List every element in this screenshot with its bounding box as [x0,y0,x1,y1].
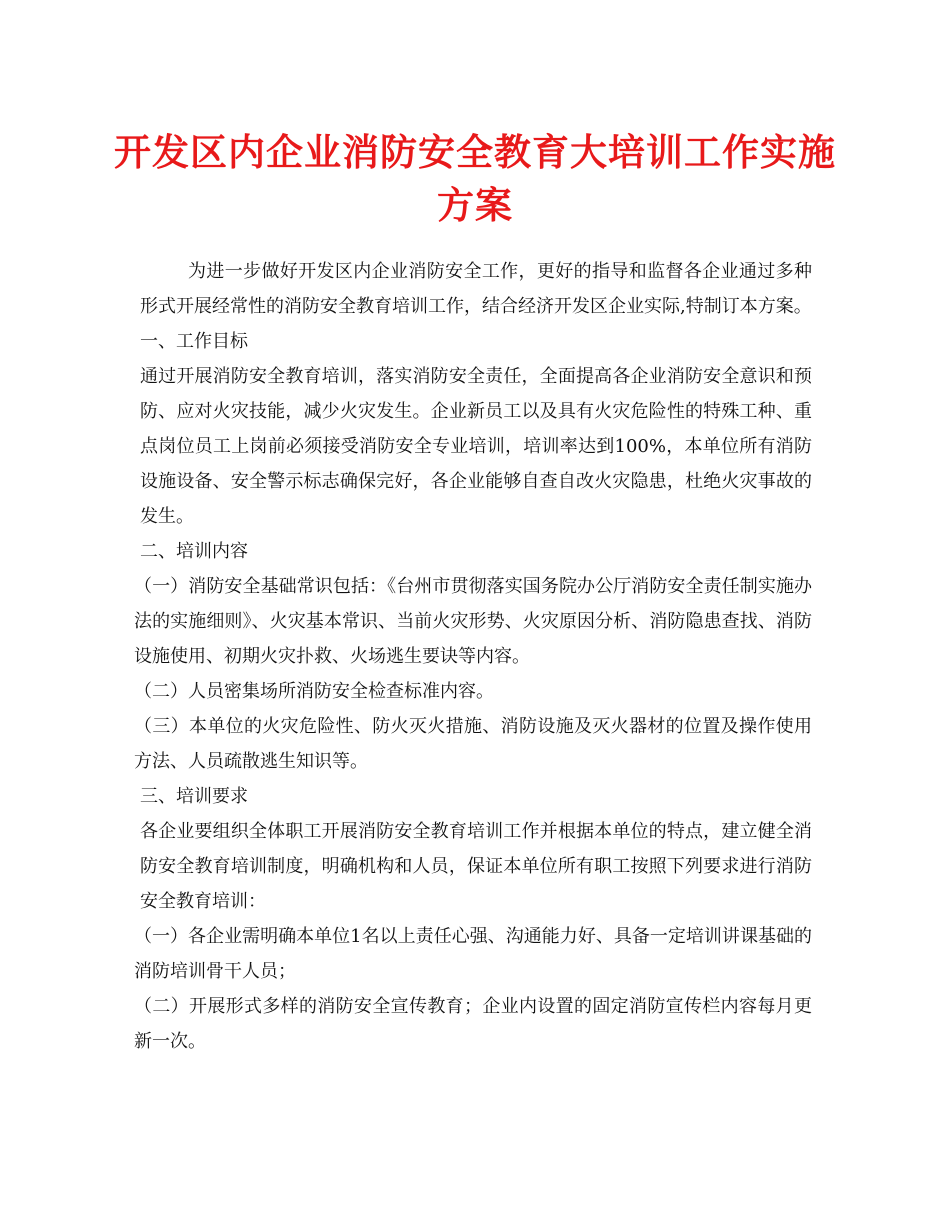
goals-paragraph: 通过开展消防安全教育培训，落实消防安全责任，全面提高各企业消防安全意识和预防、应对火灾技能，减少火灾发生。企业新员工以及具有火灾危险性的特殊工种、重点岗位员工上岗前必须接受消防安全专业培训，培训率达到100%，本单位所有消防设施设备、安全警示标志确保完好，各企业能够自查自改火灾隐患，杜绝火灾事故的发生。 [140,366,812,527]
document-body [134,254,812,1059]
content-item-1: （一）消防安全基础常识包括：《台州市贯彻落实国务院办公厅消防安全责任制实施办法的实施细则》、火灾基本常识、当前火灾形势、火灾原因分析、消防隐患查找、消防设施使用、初期火灾扑救、火场逃生要诀等内容。 [134,576,812,667]
section-heading-goals: 一、工作目标 [140,331,248,352]
section-heading-content: 二、培训内容 [140,541,248,562]
requirement-item-2: （二）开展形式多样的消防安全宣传教育；企业内设置的固定消防宣传栏内容每月更新一次。 [134,996,812,1052]
section-heading-requirements: 三、培训要求 [140,786,248,807]
requirements-paragraph: 各企业要组织全体职工开展消防安全教育培训工作并根据本单位的特点，建立健全消防安全教育培训制度，明确机构和人员，保证本单位所有职工按照下列要求进行消防安全教育培训： [140,821,812,912]
title-line-1: 开发区内企业消防安全教育大培训工作实施 [114,130,836,174]
intro-paragraph: 为进一步做好开发区内企业消防安全工作，更好的指导和监督各企业通过多种形式开展经常性的消防安全教育培训工作，结合经济开发区企业实际,特制订本方案。 [140,261,812,317]
content-item-2: （二）人员密集场所消防安全检查标准内容。 [134,681,494,702]
requirement-item-1: （一）各企业需明确本单位1名以上责任心强、沟通能力好、具备一定培训讲课基础的消防培训骨干人员； [134,926,812,982]
document-title [100,126,850,232]
content-item-3: （三）本单位的火灾危险性、防火灭火措施、消防设施及灭火器材的位置及操作使用方法、人员疏散逃生知识等。 [134,716,812,772]
title-line-2: 方案 [437,183,513,227]
